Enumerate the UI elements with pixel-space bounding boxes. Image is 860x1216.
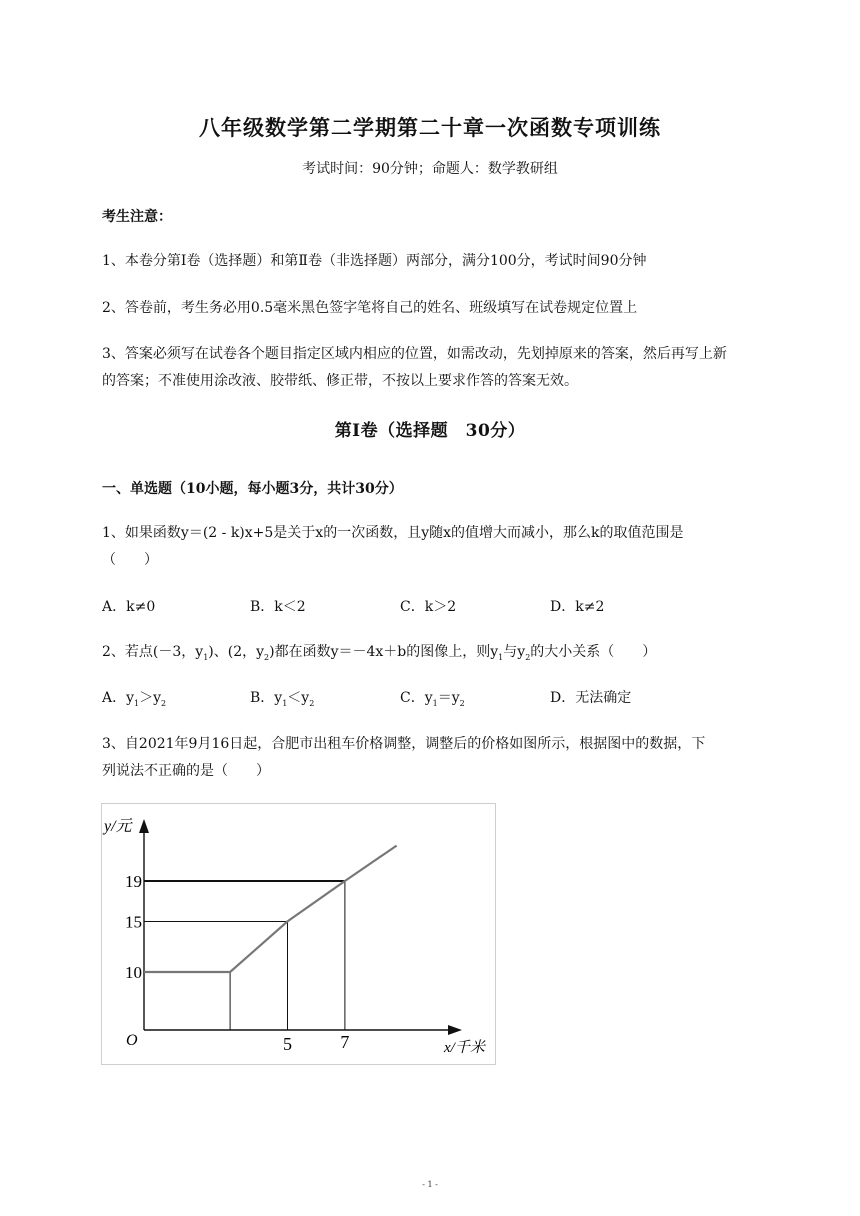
x-tick-label-5: 5 (283, 1034, 292, 1054)
section-title: 第Ⅰ卷（选择题 30分） (334, 421, 526, 441)
question-2-option-c (400, 687, 465, 708)
q2-text-2: )、(2，y (208, 644, 265, 660)
q2-c-pre: C．y (400, 690, 433, 706)
notice-heading: 考生注意： (102, 209, 172, 225)
q2-c-sub-1: 1 (432, 698, 438, 708)
q2-sub-1: 1 (203, 652, 209, 662)
question-1-option-c: C．k＞2 (400, 599, 457, 615)
q2-sub-4: 2 (525, 652, 531, 662)
q2-b-pre: B．y (250, 690, 283, 706)
q2-text-4: 与y (503, 644, 526, 660)
question-2-option-b (250, 687, 314, 708)
q2-b-sub-2: 2 (309, 698, 315, 708)
notice-item-1: 1、本卷分第Ⅰ卷（选择题）和第Ⅱ卷（非选择题）两部分，满分100分，考试时间90分钟 (102, 253, 647, 269)
q2-b-mid: ＜y (287, 690, 310, 706)
question-3-line-2: 列说法不正确的是（ ） (102, 763, 270, 779)
q2-c-sub-2: 2 (459, 698, 465, 708)
q2-c-mid: ＝y (437, 690, 460, 706)
question-2-option-d: D．无法确定 (550, 690, 632, 706)
q2-text-3: )都在函数y＝－4x＋b的图像上，则y (269, 644, 499, 660)
q2-b-sub-1: 1 (282, 698, 288, 708)
page-number: - 1 - (422, 1180, 438, 1189)
question-1-option-d: D．k≠2 (550, 599, 605, 615)
exam-info: 考试时间：90分钟；命题人：数学教研组 (302, 161, 558, 177)
question-1-line-1: 1、如果函数y＝(2 - k)x+5是关于x的一次函数，且y随x的值增大而减小，那么k的取值范围是 (102, 525, 684, 541)
x-tick-label-7: 7 (340, 1032, 350, 1052)
part-heading: 一、单选题（10小题，每小题3分，共计30分） (102, 481, 403, 497)
notice-item-3-line-1: 3、答案必须写在试卷各个题目指定区域内相应的位置，如需改动，先划掉原来的答案，然后再写上新 (102, 346, 727, 362)
y-axis-arrow (139, 819, 149, 833)
question-2-stem (102, 641, 656, 662)
origin-label: O (126, 1032, 138, 1049)
q2-text-5: 的大小关系（ ） (530, 644, 657, 660)
taxi-fare-chart-svg (102, 804, 495, 1064)
notice-item-2: 2、答卷前，考生务必用0.5毫米黑色签字笔将自己的姓名、班级填写在试卷规定位置上 (102, 300, 638, 316)
page-title: 八年级数学第二学期第二十章一次函数专项训练 (199, 115, 661, 140)
y-axis-label: y/元 (104, 818, 132, 835)
x-axis-arrow (448, 1025, 462, 1035)
y-tick-label-10: 10 (125, 963, 142, 982)
q2-a-sub-2: 2 (161, 698, 167, 708)
fare-series-line (144, 846, 397, 972)
y-tick-label-19: 19 (125, 872, 142, 891)
notice-item-3-line-2: 的答案；不准使用涂改液、胶带纸、修正带，不按以上要求作答的答案无效。 (102, 373, 578, 389)
q2-sub-3: 1 (498, 652, 504, 662)
q2-a-pre: A．y (102, 690, 135, 706)
question-1-option-b: B．k＜2 (250, 599, 306, 615)
q2-a-sub-1: 1 (134, 698, 140, 708)
q2-text-1: 2、若点(－3，y (102, 644, 204, 660)
y-tick-label-15: 15 (125, 912, 142, 932)
q2-sub-2: 2 (264, 652, 270, 662)
question-1-line-2: （ ） (102, 552, 158, 568)
question-1-option-a: A．k≠0 (102, 599, 156, 615)
question-3-line-1: 3、自2021年9月16日起，合肥市出租车价格调整，调整后的价格如图所示，根据图中的数据，下 (102, 736, 706, 752)
q2-a-mid: ＞y (139, 690, 162, 706)
taxi-fare-chart (101, 803, 496, 1065)
question-2-option-a (102, 687, 166, 708)
x-axis-label: x/千米 (444, 1040, 485, 1056)
